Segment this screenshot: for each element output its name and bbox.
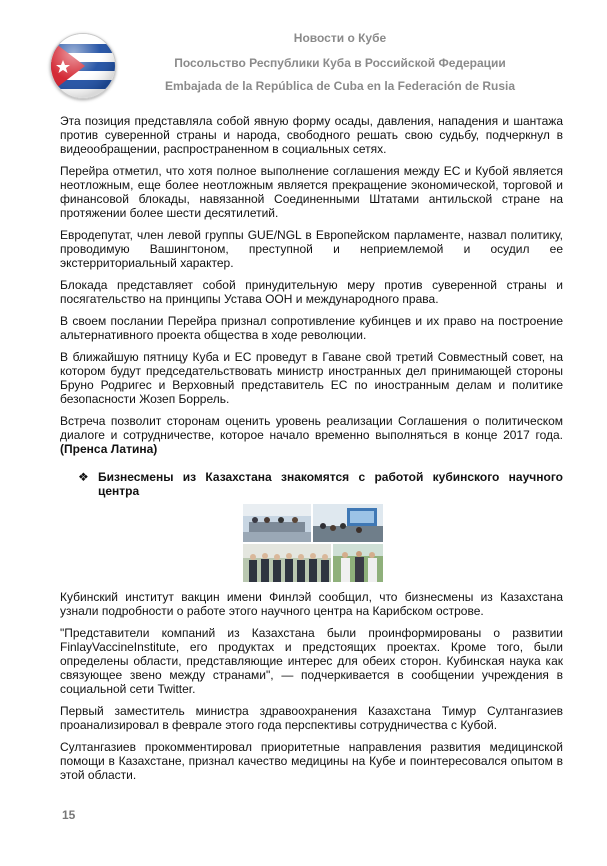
photo-collage: [243, 504, 383, 582]
paragraph: Кубинский институт вакцин имени Финлэй сообщил, что бизнесмены из Казахстана узнали подробности о работе этого научного центра на Карибском острове.: [60, 590, 563, 618]
header-embassy-es: Embajada de la República de Cuba en la Federación de Rusia: [164, 79, 516, 93]
visit-photo: [333, 544, 383, 582]
header-titles: [120, 31, 560, 93]
article-body: [60, 114, 563, 790]
group-photo: [243, 544, 331, 582]
cuban-flag-icon: [51, 34, 115, 98]
header-embassy-ru: Посольство Республики Куба в Российской Федерации: [174, 56, 506, 70]
paragraph: Султангазиев прокомментировал приоритетные направления развития медицинской помощи в Казахстане, признал качество медицины на Кубе и поинтересовался опытом в этой области.: [60, 740, 563, 782]
meeting-room-photo: [243, 504, 311, 542]
paragraph: Перейра отметил, что хотя полное выполнение соглашения между ЕС и Кубой является неотложным, еще более неотложным является прекращение экономической, торговой и финансовой блокады, навязанной Соединенными Штатами антильской стране на протяжении более шести десятилетий.: [60, 164, 563, 220]
diamond-bullet-icon: ❖: [78, 470, 89, 484]
paragraph: Евродепутат, член левой группы GUE/NGL в Европейском парламенте, назвал политику, проводимую Вашингтоном, преступной и неприемлемой и осудил ее экстерриториальный характер.: [60, 228, 563, 270]
paragraph: Блокада представляет собой принудительную меру против суверенной страны и посягательство на принципы Устава ООН и международного права.: [60, 278, 563, 306]
page-header: [0, 0, 607, 108]
paragraph: Эта позиция представляла собой явную форму осады, давления, нападения и шантажа против суверенной страны и народа, свободного решать свою судьбу, подчеркнул в видеообращении, распространенном в социальных сетях.: [60, 114, 563, 156]
header-title: Новости о Кубе: [293, 31, 387, 45]
paragraph: Первый заместитель министра здравоохранения Казахстана Тимур Султангазиев проанализировал в феврале этого года перспективы сотрудничества с Кубой.: [60, 704, 563, 732]
paragraph: В своем послании Перейра признал сопротивление кубинцев и их право на построение альтернативного проекта общества в ходе революции.: [60, 314, 563, 342]
paragraph: "Представители компаний из Казахстана были проинформированы о развитии FinlayVaccineInstitute, его продуктах и предстоящих проектах. Кроме того, были определены области, представляющие интерес для обеих сторон. Кубинская наука как связующее звено между странами", — подчеркивается в сообщении учреждения в социальной сети Twitter.: [60, 626, 563, 696]
source-attribution: (Пренса Латина): [60, 442, 158, 456]
section-heading: [78, 470, 563, 498]
page-number: 15: [62, 808, 76, 822]
paragraph-text: Встреча позволит сторонам оценить уровень реализации Соглашения о политическом диалоге и сотрудничестве, которое начало временно выполняться в конце 2017 года.: [60, 414, 563, 442]
paragraph-with-source: [60, 414, 563, 456]
presentation-photo: [313, 504, 383, 542]
paragraph: В ближайшую пятницу Куба и ЕС проведут в Гаване свой третий Совместный совет, на котором будут председательствовать министр иностранных дел принимающей стороны Бруно Родригес и Верховный представитель ЕС по иностранным делам и политике безопасности Жозеп Боррель.: [60, 350, 563, 406]
cuban-flag-emblem: [50, 33, 116, 99]
section-heading-title: Бизнесмены из Казахстана знакомятся с работой кубинского научного центра: [98, 470, 563, 498]
